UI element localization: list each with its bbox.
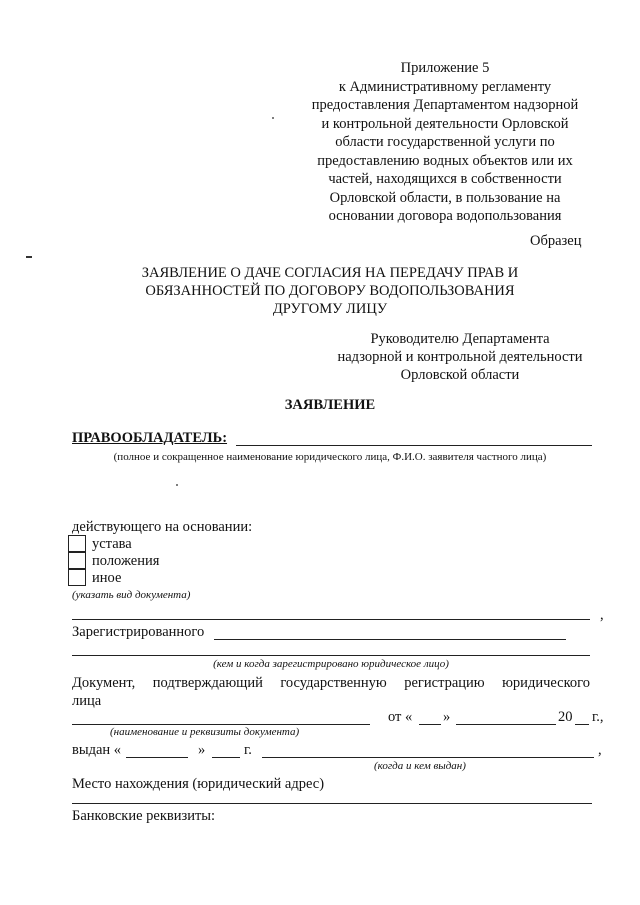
basis-comma: , <box>600 607 604 623</box>
title-line: ОБЯЗАННОСТЕЙ ПО ДОГОВОРУ ВОДОПОЛЬЗОВАНИЯ <box>145 283 515 299</box>
document-from-mid: » <box>443 709 451 725</box>
basis-label: действующего на основании: <box>72 519 253 535</box>
appendix-line: к Административному регламенту <box>338 79 552 95</box>
scan-speck <box>272 117 274 119</box>
appendix-line: частей, находящихся в собственности <box>328 171 562 187</box>
addressee-line: Орловской области <box>400 367 520 383</box>
appendix-line: основании договора водопользования <box>328 208 562 224</box>
document-year-suffix: г., <box>592 709 604 725</box>
issued-by-input-line[interactable] <box>262 757 594 758</box>
option-other-label: иное <box>92 570 122 586</box>
issued-hint: (когда и кем выдан) <box>374 760 466 772</box>
checkbox-charter[interactable] <box>68 535 86 552</box>
issued-day-input[interactable] <box>126 757 188 758</box>
checkbox-regulation[interactable] <box>68 552 86 569</box>
option-regulation-label: положения <box>92 553 160 569</box>
document-month-input[interactable] <box>456 724 556 725</box>
addressee-line: Руководителю Департамента <box>370 331 550 347</box>
appendix-line: и контрольной деятельности Орловской <box>321 116 569 132</box>
document-name-hint: (наименование и реквизиты документа) <box>110 726 300 738</box>
appendix-line: области государственной услуги по <box>335 134 555 150</box>
issued-prefix: выдан « <box>72 742 122 758</box>
issued-year: г. <box>244 742 252 758</box>
document-name-input-line[interactable] <box>72 724 370 725</box>
scan-speck <box>176 484 178 486</box>
document-year-input[interactable] <box>575 724 589 725</box>
document-year-prefix: 20 <box>558 709 573 725</box>
appendix-line: предоставления Департаментом надзорной <box>311 97 579 113</box>
checkbox-other[interactable] <box>68 569 86 586</box>
document-label-line1: Документ, подтверждающий государственную регистрацию юридического <box>72 675 590 691</box>
issued-comma: , <box>598 742 602 758</box>
appendix-line: предоставлению водных объектов или их <box>317 153 573 169</box>
rightholder-input-line[interactable] <box>236 445 592 446</box>
location-input-line[interactable] <box>72 803 592 804</box>
addressee-line: надзорной и контрольной деятельности <box>337 349 583 365</box>
location-label: Место нахождения (юридический адрес) <box>72 776 325 792</box>
registered-input-line-2[interactable] <box>72 655 590 656</box>
basis-hint: (указать вид документа) <box>72 589 191 601</box>
registered-hint: (кем и когда зарегистрировано юридическое лицо) <box>213 658 449 670</box>
issued-mid: » <box>198 742 206 758</box>
registered-input-line[interactable] <box>214 639 566 640</box>
appendix-line: Орловской области, в пользование на <box>329 190 561 206</box>
basis-input-line[interactable] <box>72 619 590 620</box>
rightholder-label: ПРАВООБЛАДАТЕЛЬ: <box>72 430 228 446</box>
form-heading: ЗАЯВЛЕНИЕ <box>284 397 376 413</box>
bank-label: Банковские реквизиты: <box>72 808 216 824</box>
document-label-line2: лица <box>72 693 102 709</box>
document-from-prefix: от « <box>388 709 413 725</box>
rightholder-hint: (полное и сокращенное наименование юридического лица, Ф.И.О. заявителя частного лица) <box>113 451 547 463</box>
document-day-input[interactable] <box>419 724 441 725</box>
scan-mark <box>26 256 32 258</box>
title-line: ДРУГОМУ ЛИЦУ <box>272 301 388 317</box>
registered-label: Зарегистрированного <box>72 624 205 640</box>
appendix-line: Приложение 5 <box>400 60 490 76</box>
sample-label: Образец <box>530 233 582 249</box>
issued-month-input[interactable] <box>212 757 240 758</box>
title-line: ЗАЯВЛЕНИЕ О ДАЧЕ СОГЛАСИЯ НА ПЕРЕДАЧУ ПРАВ И <box>141 265 519 281</box>
option-charter-label: устава <box>92 536 132 552</box>
